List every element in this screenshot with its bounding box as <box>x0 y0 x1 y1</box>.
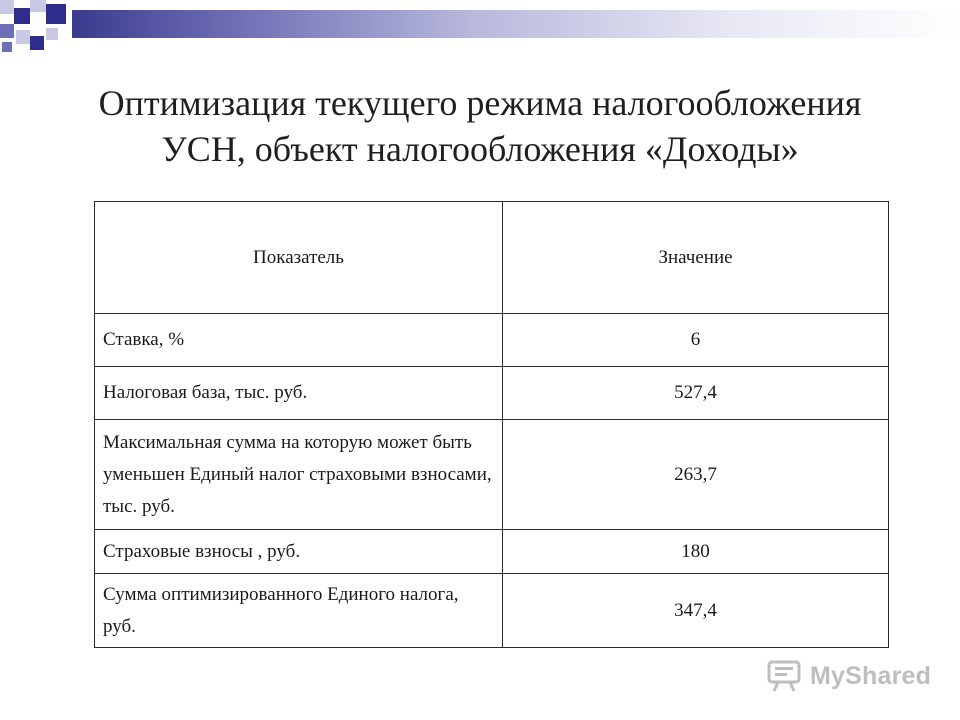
tax-optimization-table <box>94 201 889 648</box>
header-gradient-bar <box>72 10 960 38</box>
table-row <box>95 530 889 574</box>
decor-square <box>16 30 30 44</box>
decor-square <box>0 0 14 14</box>
table-row <box>95 367 889 420</box>
table-cell-value: 263,7 <box>503 420 889 530</box>
presentation-board-icon <box>766 659 802 693</box>
decor-square <box>2 42 12 52</box>
table-cell-indicator: Ставка, % <box>95 314 503 367</box>
table-cell-value: 347,4 <box>503 574 889 648</box>
table-cell-indicator: Страховые взносы , руб. <box>95 530 503 574</box>
decor-square <box>30 0 46 12</box>
slide-title <box>40 80 920 172</box>
header-decoration <box>0 0 960 60</box>
table-row <box>95 574 889 648</box>
decor-square <box>0 24 14 38</box>
watermark-text: MyShared <box>810 661 932 690</box>
decor-square <box>14 8 30 24</box>
slide-title-line1: Оптимизация текущего режима налогообложения <box>98 83 862 123</box>
table-row <box>95 314 889 367</box>
watermark <box>766 656 931 696</box>
table-cell-indicator: Сумма оптимизированного Единого налога, руб. <box>95 574 503 648</box>
table-cell-indicator: Максимальная сумма на которую может быть уменьшен Единый налог страховыми взносами, тыс. руб. <box>95 420 503 530</box>
table-header-row <box>95 202 889 314</box>
decor-square <box>30 36 44 50</box>
slide-title-line2: УСН, объект налогообложения «Доходы» <box>161 129 799 169</box>
decor-square <box>46 4 66 24</box>
table-cell-value: 527,4 <box>503 367 889 420</box>
decor-square <box>46 28 58 40</box>
table-cell-value: 180 <box>503 530 889 574</box>
column-header-value: Значение <box>503 202 889 314</box>
column-header-indicator: Показатель <box>95 202 503 314</box>
table-cell-indicator: Налоговая база, тыс. руб. <box>95 367 503 420</box>
table-cell-value: 6 <box>503 314 889 367</box>
table-row <box>95 420 889 530</box>
